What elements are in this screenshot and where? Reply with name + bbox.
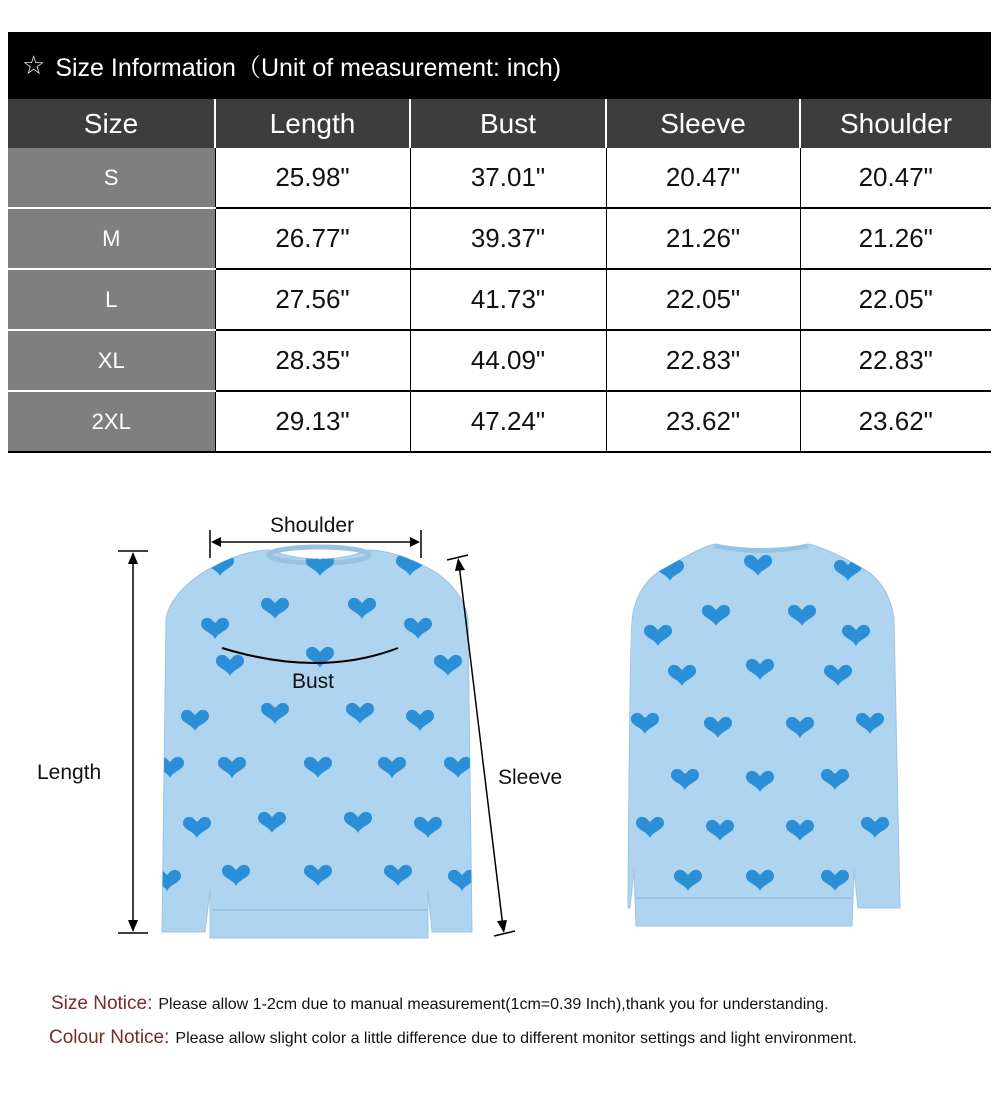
back-sweater bbox=[628, 544, 900, 926]
table-row bbox=[8, 391, 991, 452]
bust-label: Bust bbox=[292, 670, 335, 693]
bust-cell: 44.09" bbox=[410, 330, 606, 391]
colour-notice bbox=[49, 1027, 857, 1049]
colour-notice-label: Colour Notice: bbox=[49, 1027, 170, 1048]
shoulder-cell: 22.05" bbox=[800, 269, 991, 330]
sleeve-cell: 22.05" bbox=[606, 269, 800, 330]
shoulder-cell: 23.62" bbox=[800, 391, 991, 452]
size-cell: XL bbox=[8, 330, 215, 391]
length-cell: 27.56" bbox=[215, 269, 410, 330]
bust-cell: 47.24" bbox=[410, 391, 606, 452]
column-header-sleeve: Sleeve bbox=[606, 99, 800, 148]
shoulder-label: Shoulder bbox=[270, 514, 355, 537]
length-cell: 25.98" bbox=[215, 148, 410, 208]
table-row bbox=[8, 330, 991, 391]
column-header-length: Length bbox=[215, 99, 410, 148]
shoulder-cell: 21.26" bbox=[800, 208, 991, 269]
size-cell: L bbox=[8, 269, 215, 330]
table-row bbox=[8, 208, 991, 269]
size-cell: S bbox=[8, 148, 215, 208]
length-cell: 29.13" bbox=[215, 391, 410, 452]
column-header-shoulder: Shoulder bbox=[800, 99, 991, 148]
sleeve-cell: 20.47" bbox=[606, 148, 800, 208]
size-notice-text: Please allow 1-2cm due to manual measurement(1cm=0.39 Inch),thank you for understanding. bbox=[158, 996, 829, 1013]
page-title: Size Information（Unit of measurement: inch) bbox=[55, 53, 562, 82]
star-icon: ☆ bbox=[22, 50, 46, 80]
sleeve-label: Sleeve bbox=[498, 766, 563, 789]
bust-cell: 37.01" bbox=[410, 148, 606, 208]
table-header-row bbox=[8, 99, 991, 148]
table-row bbox=[8, 269, 991, 330]
measurement-diagram bbox=[0, 470, 1000, 970]
length-cell: 28.35" bbox=[215, 330, 410, 391]
table-row bbox=[8, 148, 991, 208]
size-notice-label: Size Notice: bbox=[51, 993, 153, 1014]
size-cell: 2XL bbox=[8, 391, 215, 452]
sleeve-cell: 23.62" bbox=[606, 391, 800, 452]
front-sweater bbox=[153, 547, 476, 938]
bust-cell: 39.37" bbox=[410, 208, 606, 269]
bust-cell: 41.73" bbox=[410, 269, 606, 330]
length-label: Length bbox=[37, 761, 102, 784]
shoulder-cell: 20.47" bbox=[800, 148, 991, 208]
column-header-bust: Bust bbox=[410, 99, 606, 148]
length-cell: 26.77" bbox=[215, 208, 410, 269]
sleeve-cell: 21.26" bbox=[606, 208, 800, 269]
size-table bbox=[8, 99, 991, 453]
sweater-illustration bbox=[0, 470, 1000, 970]
size-notice bbox=[51, 993, 829, 1015]
colour-notice-text: Please allow slight color a little difference due to different monitor settings and light environment. bbox=[175, 1030, 857, 1047]
column-header-size: Size bbox=[8, 99, 215, 148]
size-cell: M bbox=[8, 208, 215, 269]
shoulder-cell: 22.83" bbox=[800, 330, 991, 391]
title-bar bbox=[8, 32, 991, 99]
sleeve-cell: 22.83" bbox=[606, 330, 800, 391]
